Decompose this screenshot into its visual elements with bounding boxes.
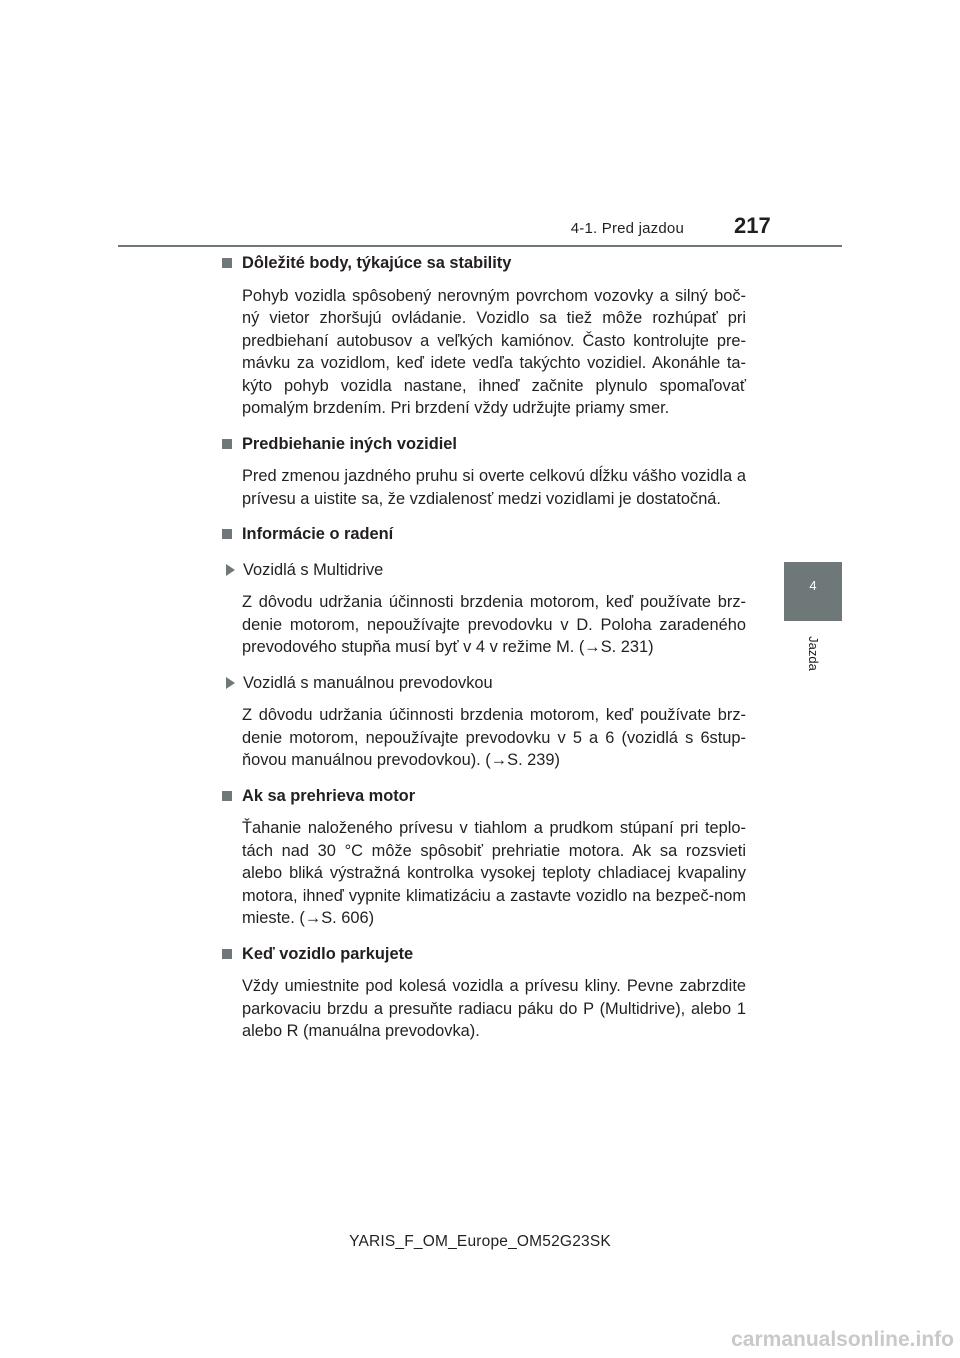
square-bullet-icon: [222, 791, 232, 801]
watermark-link[interactable]: carmanualsonline.info: [731, 1328, 954, 1351]
section-heading-text: Dôležité body, týkajúce sa stability: [242, 254, 512, 272]
chapter-tab: 4: [784, 562, 842, 621]
section-heading: [222, 252, 746, 275]
header-divider: [118, 245, 842, 247]
subsection-label: Vozidlá s manuálnou prevodovkou: [243, 673, 493, 692]
header-section-title: 4-1. Pred jazdou: [570, 220, 684, 237]
section-heading-text: Predbiehanie iných vozidiel: [242, 434, 457, 453]
section-paragraph: Z dôvodu udržania účinnosti brzdenia motorom, keď používate brz-denie motorom, nepoužívajte prevodovku v 5 a 6 (vozidlá s 6stup-ňovou manuálnou prevodovkou). (→S. 239): [242, 706, 746, 769]
section-heading: [222, 433, 746, 456]
page-content: [222, 252, 746, 1043]
section-heading: [222, 785, 746, 808]
chapter-label: [784, 628, 842, 678]
section-paragraph: Vždy umiestnite pod kolesá vozidla a prívesu kliny. Pevne zabrzdite parkovaciu brzdu a presuňte radiacu páku do P (Multidrive), alebo 1 alebo R (manuálna prevodovka).: [242, 977, 746, 1040]
square-bullet-icon: [222, 529, 232, 539]
section-paragraph: Ťahanie naloženého prívesu v tiahlom a prudkom stúpaní pri teplo-tách nad 30 °C môže spôsobiť prehriatie motora. Ak sa rozsvieti alebo bliká výstražná kontrolka vysokej teploty chladiacej kvapaliny motora, ihneď vypnite klimatizáciu a zastavte vozidlo na bezpeč-nom mieste. (→S. 606): [242, 819, 746, 927]
section-paragraph: Pred zmenou jazdného pruhu si overte celkovú dĺžku vášho vozidla a prívesu a uistite sa, že vzdialenosť medzi vozidlami je dostatočná.: [242, 467, 746, 508]
section-paragraph: Z dôvodu udržania účinnosti brzdenia motorom, keď používate brz-denie motorom, nepoužívajte prevodovku v D. Poloha zaradeného prevodového stupňa musí byť v 4 v režime M. (→S. 231): [242, 593, 746, 656]
triangle-bullet-icon: [226, 677, 235, 689]
subsection-heading: [222, 559, 746, 582]
section-heading-text: Ak sa prehrieva motor: [242, 786, 416, 805]
chapter-label-text: Jazda: [805, 635, 821, 671]
section-heading-text: Informácie o radení: [242, 525, 394, 543]
section-paragraph: Pohyb vozidla spôsobený nerovným povrchom vozovky a silný boč-ný vietor zhoršujú ovládanie. Vozidlo sa tiež môže rozhúpať pri predbiehaní autobusov a veľkých kamiónov. Často kontrolujte pre-mávku za vozidlom, keď idete vedľa takýchto vozidiel. Akonáhle ta-kýto pohyb vozidla nastane, ihneď začnite plynulo spomaľovať pomalým brzdením. Pri brzdení vždy udržujte priamy smer.: [242, 286, 746, 417]
square-bullet-icon: [222, 439, 232, 449]
subsection-label: Vozidlá s Multidrive: [243, 560, 384, 579]
square-bullet-icon: [222, 258, 232, 268]
triangle-bullet-icon: [226, 564, 235, 576]
square-bullet-icon: [222, 949, 232, 959]
section-heading: [222, 943, 746, 966]
section-heading: [222, 523, 746, 546]
subsection-heading: [222, 672, 746, 695]
document-footer-code: YARIS_F_OM_Europe_OM52G23SK: [349, 1233, 611, 1250]
page-number: 217: [734, 213, 771, 238]
section-heading-text: Keď vozidlo parkujete: [242, 944, 414, 963]
